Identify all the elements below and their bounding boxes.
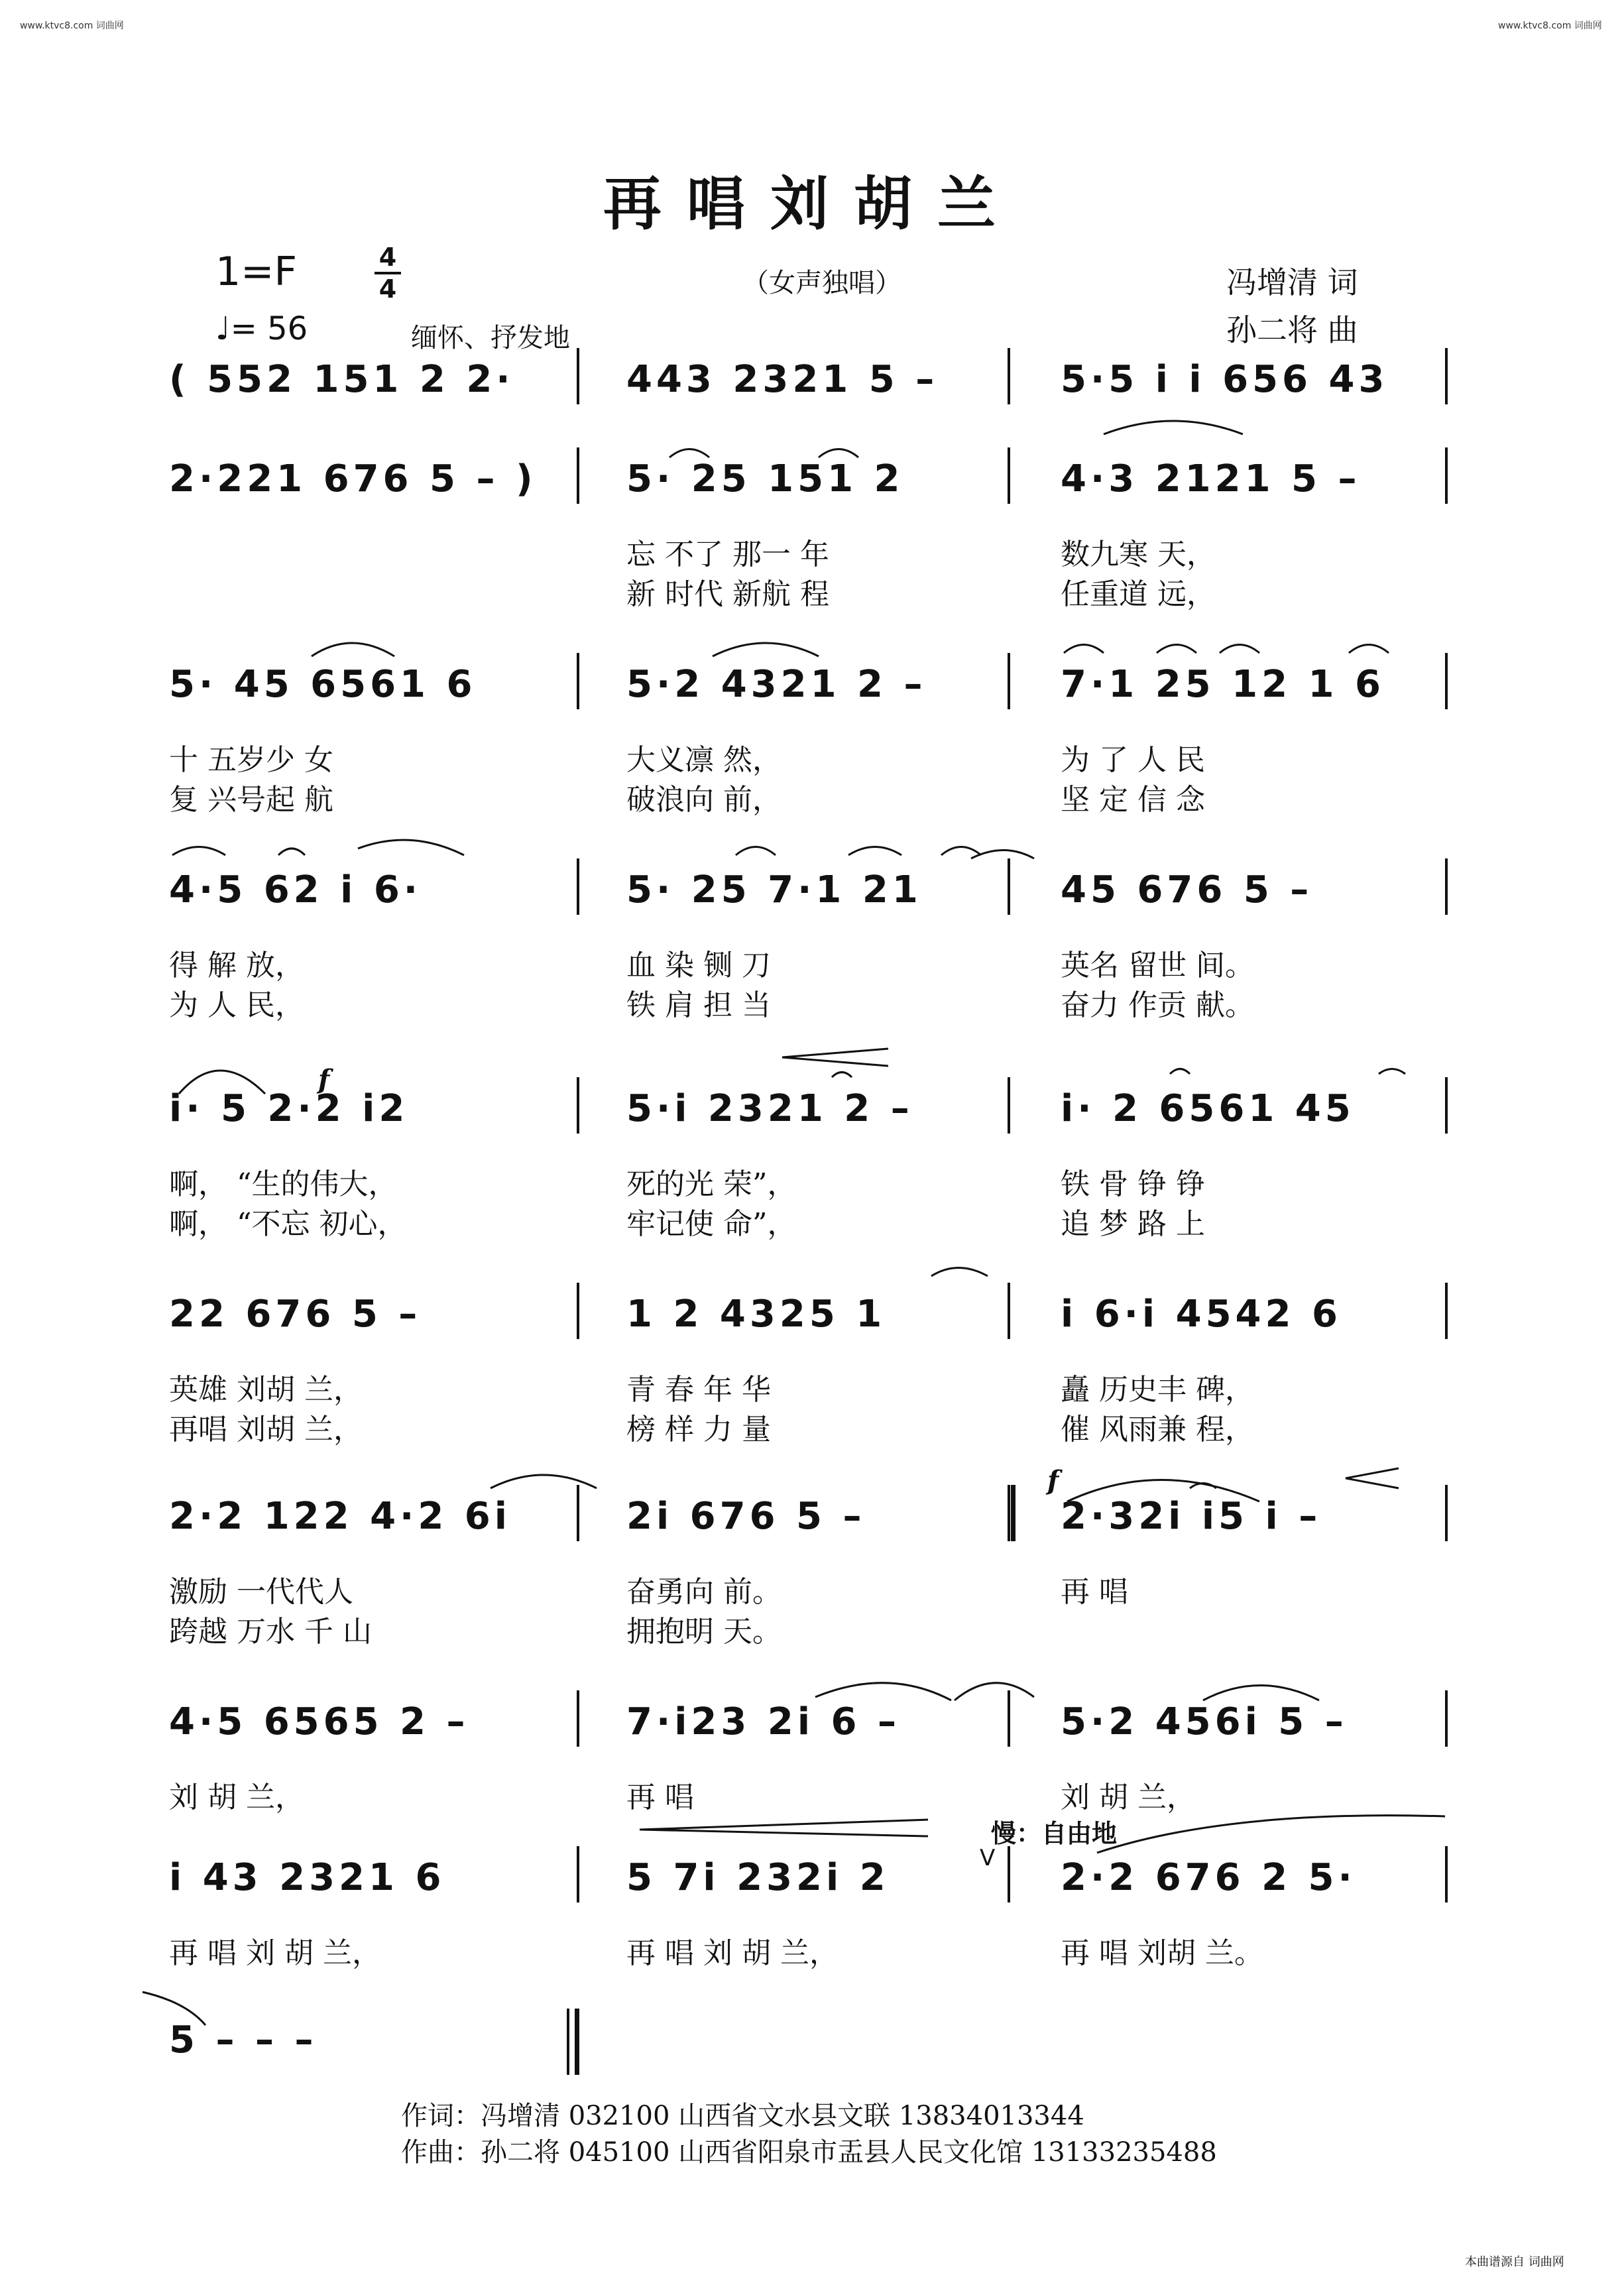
measure-notes: 2·221 676 5 – ) xyxy=(169,457,537,500)
song-title: 再唱刘胡兰 xyxy=(603,170,1021,238)
tempo-marking: ♩= 56 xyxy=(215,310,308,347)
measure-notes: 2i 676 5 – xyxy=(626,1495,866,1538)
breath-mark: V xyxy=(980,1845,996,1871)
header-url-right[interactable]: www.ktvc8.com 词曲网 xyxy=(1498,21,1602,31)
measure-notes: i 43 2321 6 xyxy=(169,1856,445,1899)
measure-notes: 5 7i 232i 2 xyxy=(626,1856,890,1899)
measure-notes: 2·2 122 4·2 6i xyxy=(169,1495,511,1538)
header-url-left[interactable]: www.ktvc8.com 词曲网 xyxy=(20,21,124,31)
lyric-verse-1: 再 唱 刘胡 兰。 xyxy=(1061,1936,1263,1970)
lyric-verse-1: 死的光 荣”， xyxy=(626,1167,797,1201)
lyric-verse-2: 催 风雨兼 程， xyxy=(1061,1413,1254,1446)
lyric-verse-1: 青 春 年 华 xyxy=(626,1373,771,1407)
measure-notes: 5· 45 6561 6 xyxy=(169,663,477,706)
measure-notes: 4·5 62 i 6· xyxy=(169,868,422,911)
lyric-verse-1: 铁 骨 铮 铮 xyxy=(1061,1167,1205,1201)
lyric-verse-2: 啊， “不忘 初心， xyxy=(169,1207,407,1241)
lyric-verse-2: 为 人 民， xyxy=(169,988,304,1022)
measure-notes: 443 2321 5 – xyxy=(626,358,939,401)
measure-notes: 5·2 456i 5 – xyxy=(1061,1700,1348,1743)
measure-notes: 5· 25 7·1 21 xyxy=(626,868,922,911)
slow-free-marking: 慢：自由地 xyxy=(991,1819,1118,1848)
measure-notes: 5·5 i i 656 43 xyxy=(1061,358,1389,401)
footer-lyricist-info: 作词：冯增清 032100 山西省文水县文联 13834013344 xyxy=(401,2101,1084,2131)
source-credit[interactable]: 本曲谱源自 词曲网 xyxy=(1465,2255,1564,2269)
lyric-verse-1: 英雄 刘胡 兰， xyxy=(169,1373,363,1407)
lyric-verse-2: 破浪向 前， xyxy=(626,783,782,817)
lyric-verse-2: 再唱 刘胡 兰， xyxy=(169,1413,363,1446)
lyric-verse-1: 刘 胡 兰， xyxy=(169,1781,304,1814)
lyric-verse-2: 坚 定 信 念 xyxy=(1061,783,1205,817)
lyric-verse-2: 新 时代 新航 程 xyxy=(626,577,829,611)
lyric-verse-2: 拥抱明 天。 xyxy=(626,1615,782,1649)
lyric-verse-1: 再 唱 xyxy=(626,1781,694,1814)
measure-notes: ( 552 151 2 2· xyxy=(169,358,514,401)
lyric-verse-1: 刘 胡 兰， xyxy=(1061,1781,1196,1814)
composer-credit: 孙二将 曲 xyxy=(1226,312,1358,348)
lyric-verse-2: 榜 样 力 量 xyxy=(626,1413,771,1446)
lyric-verse-2: 追 梦 路 上 xyxy=(1061,1207,1205,1241)
measure-notes: 5 – – – xyxy=(169,2019,318,2062)
key-signature: 1=F xyxy=(215,249,297,295)
forte-mark-1: f xyxy=(318,1064,330,1095)
expression-marking: 缅怀、抒发地 xyxy=(411,323,570,353)
lyric-verse-1: 为 了 人 民 xyxy=(1061,743,1205,777)
lyric-verse-2: 跨越 万水 千 山 xyxy=(169,1615,372,1649)
lyricist-credit: 冯增清 词 xyxy=(1226,264,1358,300)
measure-notes: 4·3 2121 5 – xyxy=(1061,457,1361,500)
measure-notes: i· 2 6561 45 xyxy=(1061,1087,1355,1130)
lyric-verse-2: 牢记使 命”， xyxy=(626,1207,797,1241)
lyric-verse-1: 得 解 放， xyxy=(169,949,304,982)
lyric-verse-2: 任重道 远， xyxy=(1061,577,1216,611)
lyric-verse-1: 血 染 铡 刀 xyxy=(626,949,771,982)
lyric-verse-1: 啊， “生的伟大， xyxy=(169,1167,398,1201)
lyric-verse-2: 奋力 作贡 献。 xyxy=(1061,988,1254,1022)
measure-notes: 7·1 25 12 1 6 xyxy=(1061,663,1385,706)
measure-notes: 2·2 676 2 5· xyxy=(1061,1856,1356,1899)
measure-notes: i· 5 2·2 i2 xyxy=(169,1087,409,1130)
lyric-verse-1: 激励 一代代人 xyxy=(169,1575,353,1609)
lyric-verse-1: 十 五岁少 女 xyxy=(169,743,333,777)
footer-composer-info: 作曲：孙二将 045100 山西省阳泉市盂县人民文化馆 13133235488 xyxy=(401,2137,1217,2168)
lyric-verse-1: 再 唱 刘 胡 兰， xyxy=(169,1936,381,1970)
lyric-verse-1: 忘 不了 那一 年 xyxy=(626,538,829,571)
measure-notes: 1 2 4325 1 xyxy=(626,1293,886,1336)
measure-notes: 7·i23 2i 6 – xyxy=(626,1700,900,1743)
lyric-verse-1: 数九寒 天， xyxy=(1061,538,1216,571)
forte-mark-2: f xyxy=(1047,1465,1059,1496)
measure-notes: i 6·i 4542 6 xyxy=(1061,1293,1342,1336)
lyric-verse-1: 矗 历史丰 碑， xyxy=(1061,1373,1254,1407)
time-sig-bottom: 4 xyxy=(378,274,397,304)
lyric-verse-1: 奋勇向 前。 xyxy=(626,1575,782,1609)
lyric-verse-1: 大义凛 然， xyxy=(626,743,782,777)
lyric-verse-2: 铁 肩 担 当 xyxy=(626,988,771,1022)
measure-notes: 2·32i i5 i – xyxy=(1061,1495,1322,1538)
lyric-verse-1: 再 唱 xyxy=(1061,1575,1128,1609)
time-sig-top: 4 xyxy=(378,243,397,272)
measure-notes: 4·5 6565 2 – xyxy=(169,1700,469,1743)
measure-notes: 5· 25 151 2 xyxy=(626,457,904,500)
lyric-verse-2: 复 兴号起 航 xyxy=(169,783,333,817)
lyric-verse-1: 再 唱 刘 胡 兰， xyxy=(626,1936,839,1970)
measure-notes: 22 676 5 – xyxy=(169,1293,422,1336)
measure-notes: 5·2 4321 2 – xyxy=(626,663,927,706)
measure-notes: 5·i 2321 2 – xyxy=(626,1087,913,1130)
measure-notes: 45 676 5 – xyxy=(1061,868,1313,911)
performance-note: （女声独唱） xyxy=(742,268,901,298)
lyric-verse-1: 英名 留世 间。 xyxy=(1061,949,1254,982)
